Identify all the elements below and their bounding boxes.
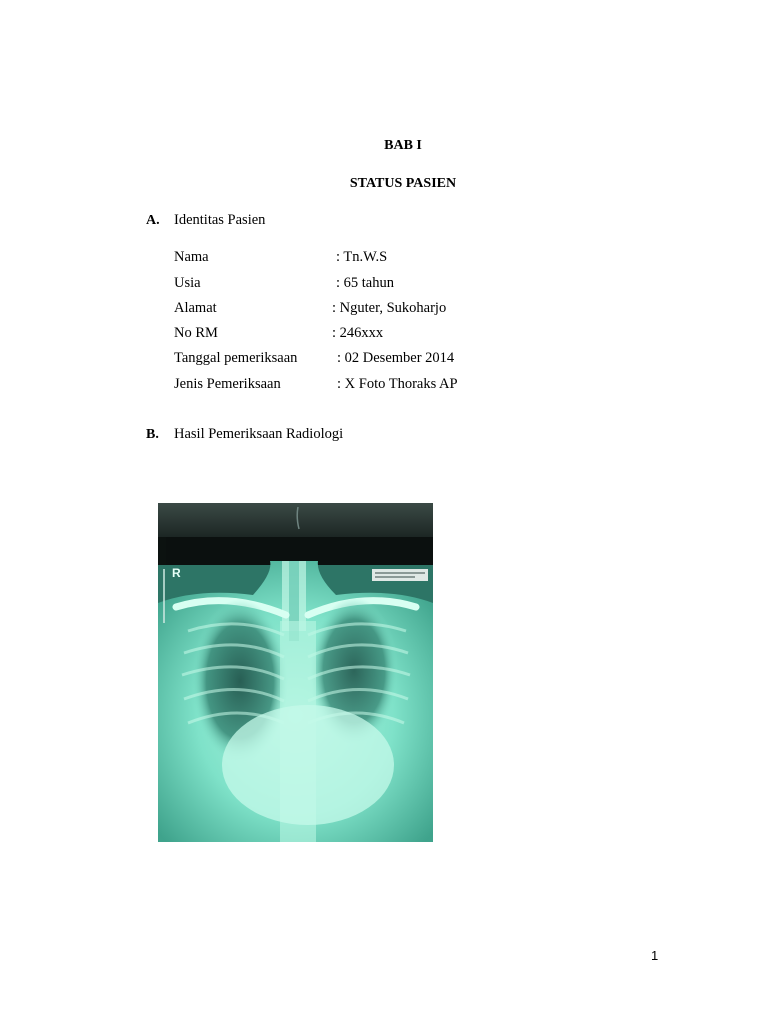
field-label-jenis-pemeriksaan: Jenis Pemeriksaan xyxy=(174,376,281,392)
field-value-no-rm: : 246xxx xyxy=(332,325,384,341)
field-label-alamat: Alamat xyxy=(174,300,217,316)
field-label-tanggal-pemeriksaan: Tanggal pemeriksaan xyxy=(174,350,298,366)
field-value-usia: : 65 tahun xyxy=(336,275,394,291)
xray-illustration xyxy=(158,503,433,842)
chapter-heading: BAB I xyxy=(384,138,422,153)
document-title: STATUS PASIEN xyxy=(349,176,457,191)
field-value-tanggal-pemeriksaan: : 02 Desember 2014 xyxy=(337,350,455,366)
chest-xray-image xyxy=(158,503,433,842)
field-value-jenis-pemeriksaan: : X Foto Thoraks AP xyxy=(337,376,458,392)
field-label-no-rm: No RM xyxy=(174,325,218,341)
field-label-usia: Usia xyxy=(174,275,201,291)
field-value-alamat: : Nguter, Sukoharjo xyxy=(332,300,447,316)
section-a-letter: A. xyxy=(146,213,160,228)
field-label-nama: Nama xyxy=(174,249,209,265)
section-a-heading: Identitas Pasien xyxy=(174,212,266,228)
page-number: 1 xyxy=(651,948,659,963)
section-b-letter: B. xyxy=(146,427,159,442)
field-value-nama: : Tn.W.S xyxy=(336,249,388,265)
section-b-heading: Hasil Pemeriksaan Radiologi xyxy=(174,426,344,442)
xray-r-marker: R xyxy=(172,566,181,580)
